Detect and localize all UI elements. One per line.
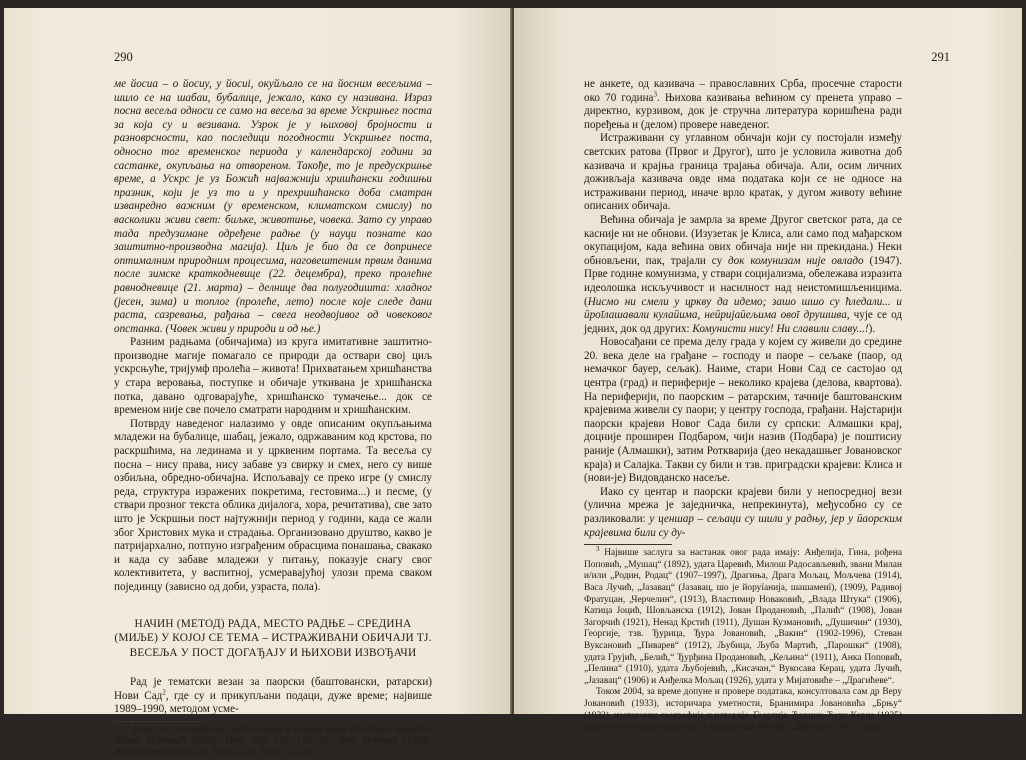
footnotes bbox=[584, 545, 903, 734]
page-number: 290 bbox=[114, 50, 133, 64]
paragraph: ме йосиа – о йосиу, у йосиі, окуйљало се на йосним весељима – шило се на шабаи, бубалице, јежало, како су називана. Израз посна весеља односи се само на весеља за време Ускршњег поста за која су и везивана. Узрок је у њиховој бројности и разноврсности, као последици погодности Ускршњег поста, односно тог временског периода у календарској години за састанке, окупљања на отвореном. Такође, то је предускршње време, а Ускрс је уз Божић најважнији хришћански годишњи празник, који је уз то и у прехришћанско доба сматран изванредно важним (у временском, климатском смислу) по васколики живи свет: биљке, животиње, човека. Зато су управо тада предузимане одређене радње (у науци познате као заштитно-производна магија). Циљ је био да се допринесе оптималним природним процесима, наговештеним првим данима после зимске краткодневице (22. децембра), преко пролећне равнодневице (21. марта) – делнице два полугодишта: хладног (јесен, зима) и топлог (пролеће, лето) после које следе дани раста, сазревања, рађања – свега неодвојивог од човековог опстанка. (Човек живи у природи и од ње.) bbox=[114, 78, 432, 335]
paragraph: Рад је тематски везан за паорски (баштовански, ратарски) Нови Сад$^2$, где су и прикупљани подаци, дуже време; највише 1989–1990, методом усме- bbox=[114, 676, 433, 716]
section-heading: НАЧИН (МЕТОД) РАДА, МЕСТО РАДЊЕ – СРЕДИНА (МИЉЕ) У КОЈОЈ СЕ ТЕМА – ИСТРАЖИВАНИ ОБИЧАЈИ ТЈ. ВЕСЕЉА У ПОСТ ДОГАЂАЈУ И ЊИХОВИ ИЗВОЂАЧИ bbox=[114, 617, 432, 659]
right-body-text bbox=[584, 78, 902, 734]
paragraph: Већина обичаја је замрла за време Другог светског рата, да се касније ни не обнови. (Изузетак је Клиса, али само под мађарском окупацијом, када већина ових обичаја није ни прекидана.) Неки обновљени, пак, трајали су док комунизам није овладо (1947). Прве године комунизма, у ствари социјализма, обележава изразита идеолошка искључивост и насилност над неистомишљеницима. (Нисмо ни смели у цркву да идемо; зашо шшо су ћледали... и ӣроīлашавали кулаӣима, неӣријаӣељима овоī друшшва, чује се од једних, док од других: Комунисти нису! Ни славили славу...!). bbox=[584, 213, 902, 335]
paragraph: Иако су центар и паорски крајеви били у непосредној вези (улична мрежа је заједничка, непрекинута), међусобно су се разликовали: у ценшар – сељаци су шили у радњу, јер у ӣаорским крајевима били су ду- bbox=[584, 485, 902, 539]
footnote: $^3$ Највише заслуга за настанак овог рада имају: Анђелија, Гина, рођена Поповић, „Мушац“ (1892), удата Царевић, Милош Радосављевић, звани Милан и/или „Родин, Родац“ (1907–1997), Драгиња, Драга Мољац, Мољчева (1914), Васа Лучић, „Јазавац“ (Јазавац, шо је йоруїанија, шашамеиї), (1909), Радивој Фратуцан, „Черчелин“, (1913), Властимир Новаковић, „Влада Штука“ (1906), Катица Јоцић, Шовљанска (1912), Јован Продановић, „Палић“ (1908), Јован Загорчић (1921), Ненад Крстић (1911), Душан Кузмановић, „Душичин“ (1930), Георгије, тзв. Ђурица, Ђура Јовановић, „Вакин“ (1902-1996), Стеван Вуксановић „Пиварев“ (1912), Љубица, Љуба Мартић, „Парошки“ (1908), удата Грујић, „Белић,“ Ђурђина Продановић, „Кељина“ (1911), Анка Поповић, „Пелина“ (1910), удата Љубојевић, „Кисачан,“ Вукосава Керац, удата Лучић, „Јазавац“ (1906) и Анђелка Мољац (1926), удата у Мијатовиће – „Драгићеве“. bbox=[584, 545, 903, 686]
footnotes bbox=[114, 721, 432, 760]
footnote-marker: 3 bbox=[653, 89, 657, 98]
paragraph: Потврду наведеног налазимо у овде описаним окупљањима младежи на бубалице, шабац, јежало, одржаваним код крстова, по раскршћима, на лединама и у црквеним портама. Та весеља су посна – нису права, нису забаве уз свирку и смех, него су више озбиљна, обредно-обичајна. Испољавају се преко игре (у смислу реда, структура изражених покретима, гестовима...) и песме, (у ствари прозног текста облика дијалога, хора, речитатива), све зато што је Ускршњи пост најтужнији период у години, када се жали због Христових мука и страдања. Организовано друштво, какво је патријархално, потпуно изграђеним обрасцима понашања, свакако и када су забаве младежи у питању, показује снагу свог колективитета, у васпитној, усмеравајућој улози према сваком појединцу (зависно од доби, узраста, пола). bbox=[114, 417, 432, 593]
left-body-text bbox=[114, 78, 432, 760]
page-number: 291 bbox=[931, 50, 950, 64]
footnote-marker: 2 bbox=[162, 687, 166, 696]
paragraph: не анкете, од казивача – православних Срба, просечне старости око 70 година$^3$. Њихова казивања већином су пренета управо – директно, курзивом, док је стручна литература коришћена ради поређења и (делом) провере наведеног. bbox=[584, 78, 902, 131]
paragraph: Истраживани су углавном обичаји који су постојали између светских ратова (Првог и Другог), што је условила животна доб казивача и крајња граница трајања обичаја. Али, осим личних доживљаја казивача овде има података који се не односе на истраживани период, иначе врло кратак, у дугом животу већине описаних обичаја. bbox=[584, 132, 902, 213]
footnote: Током 2004, за време допуне и провере података, консултовала сам др Веру Јовановић (1933), историчара уметности, Бранимира Јовановића „Брњу“ (1932), наставника географије и историје, Георгија, Ђурицу, Ђуру Керца (1925) ковача и електромеханичара, и Бранислава Милића „Шумара“ (1937), дна. bbox=[584, 687, 902, 733]
paragraph: Новосађани се према делу града у којем су живели до средине 20. века деле на грађане – господу и паоре – сељаке (паор, од немачког бауер, сељак). Наиме, стари Нови Сад се састојао од центра (град) и периферије – неколико крајева (делова, квартова). На периферији, по паорским – ратарским, тачније баштованским крајевима живели су паори; у центру господа, грађани. Најстарији паорски крајеви Новог Сада били су српски: Алмашки крај, доцније проширен Подбаром, чији назив (Подбара) је поштисну раније (Алмашки), затим Роткварија (део некадашњег Јовановског краја) и Салајка. Такви су били и тзв. приградски крајеви: Клиса и (нови-је) Видовданско насеље. bbox=[584, 336, 902, 485]
right-page bbox=[514, 8, 1022, 733]
paragraph: Разним радњама (обичајима) из круга имитативне заштитно-производне магије помагало се природи да оствари свој циљ ускрсњуће, тријумф пролећа – живота! Прихватањем хришћанства у стара веровања, поступке и обичаје уткивана је хришћанска потка, давано одговарајуће, хришћанско тумачење... док се временом није све почело сматрати народним и хришћанским. bbox=[114, 336, 432, 417]
footnote: $^2$ Нови Сад, йо изворима, забелешкама и сећању Триве Милићара, приредио Живко Марковић (2000), Нови Сад 137, 179-182; Даќа Поповић (1933): Новосадске бостанџије, ГИД, књ. 6, Нови Сад 251. bbox=[114, 721, 432, 759]
left-page bbox=[4, 8, 512, 759]
